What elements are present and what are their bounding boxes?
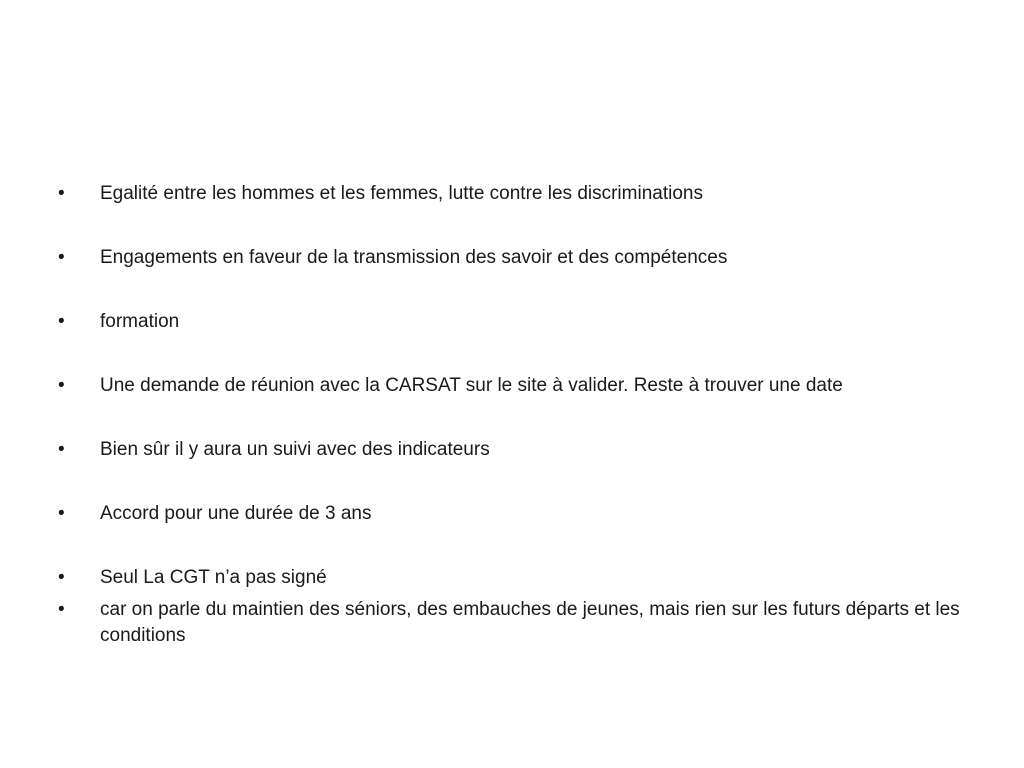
list-item [58,501,978,527]
list-item-text: Seul La CGT n’a pas signé [100,567,327,588]
list-item [58,245,978,271]
list-item-text: Engagements en faveur de la transmission des savoir et des compétences [100,247,728,268]
bullet-marker: • [58,567,65,588]
list-item-text: Accord pour une durée de 3 ans [100,503,372,524]
list-item [58,373,978,399]
list-item [58,597,978,649]
bullet-marker: • [58,311,65,332]
list-item-text: Egalité entre les hommes et les femmes, lutte contre les discriminations [100,183,703,204]
bullet-marker: • [58,183,65,204]
list-item-text: formation [100,311,180,332]
list-item [58,437,978,463]
bullet-marker: • [58,439,65,460]
list-item-text: Bien sûr il y aura un suivi avec des indicateurs [100,439,490,460]
list-item [58,181,978,207]
list-item [58,309,978,335]
list-item-text: Une demande de réunion avec la CARSAT sur le site à valider. Reste à trouver une date [100,375,843,396]
bullet-marker: • [58,375,65,396]
list-item-text: car on parle du maintien des séniors, des embauches de jeunes, mais rien sur les futurs départs et les conditions [100,599,960,646]
bullet-marker: • [58,503,65,524]
list-item [58,565,978,591]
bullet-list [58,181,978,649]
bullet-marker: • [58,247,65,268]
bullet-marker: • [58,599,65,620]
